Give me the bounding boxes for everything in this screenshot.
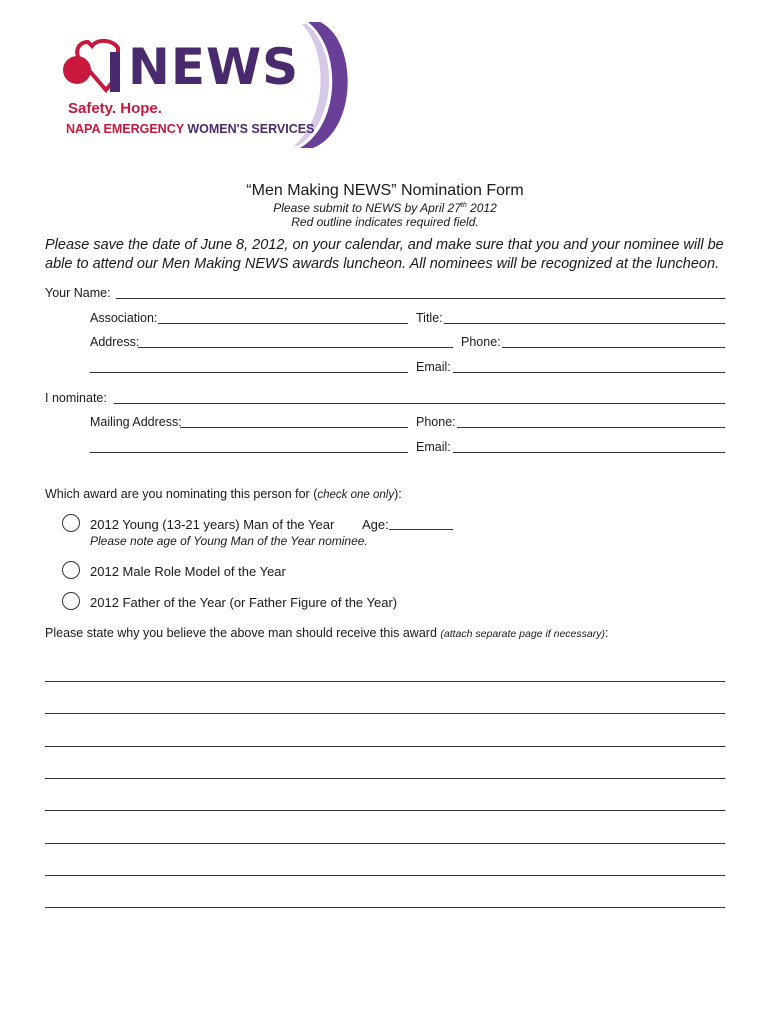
form-title: “Men Making NEWS” Nomination Form — [246, 182, 524, 199]
intro-paragraph: Please save the date of June 8, 2012, on your calendar, and make sure that you and your nominee will be able to attend our Men Making NEWS awards luncheon. All nominees will be recognized at the luncheon. — [45, 237, 724, 272]
phone-label: Phone: — [461, 335, 501, 349]
award-father-radio[interactable] — [62, 592, 80, 610]
nominee-name-field[interactable] — [114, 403, 725, 404]
phone-field[interactable] — [502, 347, 725, 348]
title-label: Title: — [416, 311, 443, 325]
your-name-field[interactable] — [116, 298, 725, 299]
age-field[interactable] — [389, 529, 453, 530]
nominee-phone-field[interactable] — [457, 427, 725, 428]
address-field[interactable] — [138, 347, 453, 348]
award-question-text: Which award are you nominating this person for ( — [45, 487, 318, 501]
email-field[interactable] — [453, 372, 725, 373]
logo-wordmark: NEWS — [128, 38, 300, 96]
association-label: Association: — [90, 311, 158, 325]
submit-deadline — [0, 201, 770, 215]
award-role-model-label: 2012 Male Role Model of the Year — [90, 564, 286, 579]
logo-org-accent: NAPA EMERGENCY — [66, 122, 188, 136]
association-field[interactable] — [158, 323, 408, 324]
i-nominate-label: I nominate: — [45, 391, 107, 405]
address-line-2-field[interactable] — [90, 372, 408, 373]
award-question — [45, 487, 402, 501]
award-young-radio[interactable] — [62, 514, 80, 532]
reason-line-5[interactable] — [45, 810, 725, 811]
young-note: Please note age of Young Man of the Year nominee. — [90, 534, 368, 548]
submit-sup: th — [460, 202, 467, 209]
reason-line-3[interactable] — [45, 746, 725, 747]
mailing-address-field[interactable] — [180, 427, 408, 428]
title-field[interactable] — [444, 323, 725, 324]
award-young-label: 2012 Young (13-21 years) Man of the Year — [90, 517, 335, 532]
email-label: Email: — [416, 360, 451, 374]
age-label: Age: — [362, 517, 389, 532]
reason-prompt-end: : — [604, 626, 609, 640]
reason-line-2[interactable] — [45, 713, 725, 714]
award-question-end: ): — [394, 487, 402, 501]
reason-line-4[interactable] — [45, 778, 725, 779]
nominee-email-field[interactable] — [453, 452, 725, 453]
reason-line-6[interactable] — [45, 843, 725, 844]
nominee-phone-label: Phone: — [416, 415, 456, 429]
logo-org-rest: WOMEN'S SERVICES — [187, 122, 315, 136]
address-label: Address: — [90, 335, 140, 349]
nominee-email-label: Email: — [416, 440, 451, 454]
award-question-italic: check one only — [317, 489, 395, 501]
your-name-label: Your Name: — [45, 286, 111, 300]
mailing-address-line-2-field[interactable] — [90, 452, 408, 453]
reason-line-1[interactable] — [45, 681, 725, 682]
reason-prompt — [45, 626, 608, 640]
logo-org-name — [66, 122, 314, 136]
reason-line-8[interactable] — [45, 907, 725, 908]
news-logo — [58, 20, 358, 150]
award-role-model-radio[interactable] — [62, 561, 80, 579]
award-father-label: 2012 Father of the Year (or Father Figure of the Year) — [90, 595, 398, 610]
submit-year: 2012 — [466, 201, 497, 215]
reason-prompt-italic: (attach separate page if necessary) — [440, 628, 605, 640]
reason-line-7[interactable] — [45, 875, 725, 876]
reason-prompt-text: Please state why you believe the above man should receive this award — [45, 626, 441, 640]
submit-prefix: Please submit to NEWS by April 27 — [273, 201, 461, 215]
required-note: Red outline indicates required field. — [291, 215, 479, 229]
logo-tagline: Safety. Hope. — [68, 100, 162, 117]
mailing-address-label: Mailing Address: — [90, 415, 182, 429]
